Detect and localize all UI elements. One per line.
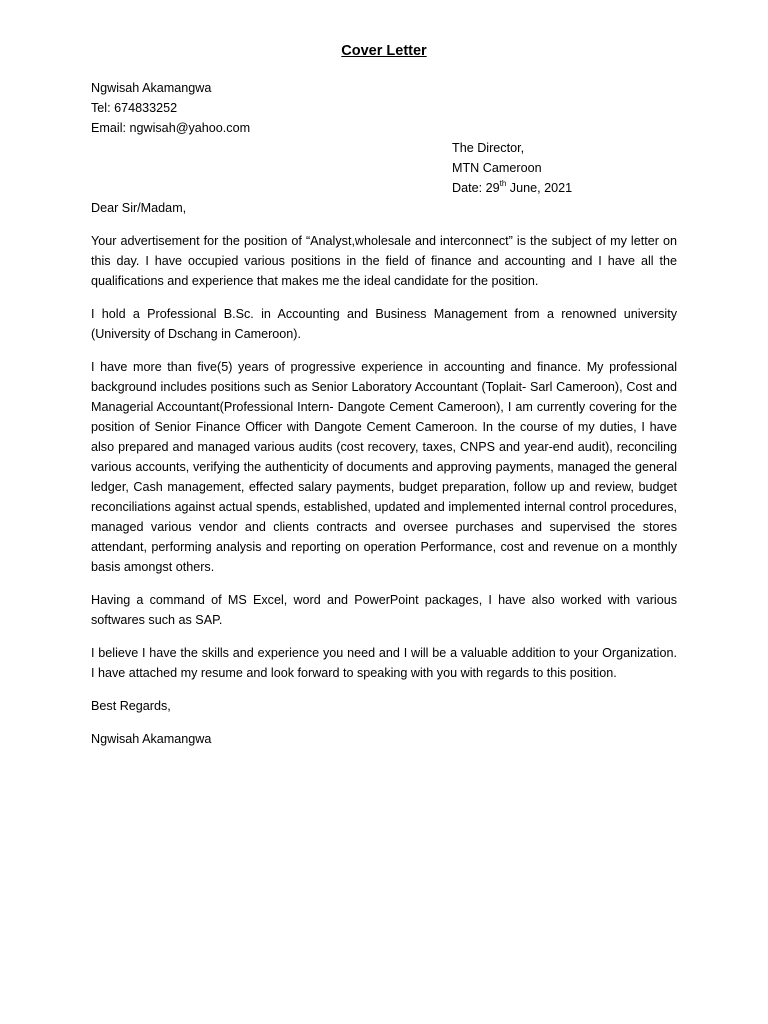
closing-phrase: Best Regards, xyxy=(91,699,171,713)
recipient-company: MTN Cameroon xyxy=(452,161,542,175)
date-suffix: June, 2021 xyxy=(506,181,573,195)
page-title: Cover Letter xyxy=(341,43,427,59)
date-ordinal: th xyxy=(499,178,507,188)
salutation: Dear Sir/Madam, xyxy=(91,201,187,215)
paragraph-closing: I believe I have the skills and experience you need and I will be a valuable addition to your Organization. I have attached my resume and look forward to speaking with you with regards to this position. xyxy=(91,646,677,680)
date-prefix: Date: 29 xyxy=(452,181,500,195)
letter-date xyxy=(452,178,677,198)
letter-body xyxy=(91,78,677,749)
paragraph-education: I hold a Professional B.Sc. in Accounting and Business Management from a renowned university (University of Dschang in Cameroon). xyxy=(91,307,677,341)
paragraph-experience: I have more than five(5) years of progressive experience in accounting and finance. My professional background includes positions such as Senior Laboratory Accountant (Toplait- Sarl Cameroon), Cost and Managerial Accountant(Professional Intern- Dangote Cement Cameroon), I am currently covering for the position of Senior Finance Officer with Dangote Cement Cameroon. In the course of my duties, I have also prepared and managed various audits (cost recovery, taxes, CNPS and year-end audit), reconciling various accounts, verifying the authenticity of documents and approving payments, managed the general ledger, Cash management, effected salary payments, budget preparation, follow up and review, budget reconciliations against actual spends, established, updated and implemented internal control procedures, managed various vendor and clients contracts and oversee purchases and supervised the stores attendant, performing analysis and reporting on operation Performance, cost and revenue on a monthly basis amongst others. xyxy=(91,360,677,574)
sender-name: Ngwisah Akamangwa xyxy=(91,81,212,95)
recipient-block xyxy=(452,138,677,198)
paragraph-intro: Your advertisement for the position of “Analyst,wholesale and interconnect” is the subject of my letter on this day. I have occupied various positions in the field of finance and accounting and I have all the qualifications and experience that makes me the ideal candidate for the position. xyxy=(91,234,677,288)
paragraph-skills: Having a command of MS Excel, word and PowerPoint packages, I have also worked with various softwares such as SAP. xyxy=(91,593,677,627)
sender-email: Email: ngwisah@yahoo.com xyxy=(91,121,251,135)
signature-name: Ngwisah Akamangwa xyxy=(91,732,212,746)
sender-tel: Tel: 674833252 xyxy=(91,101,178,115)
recipient-title: The Director, xyxy=(452,141,525,155)
